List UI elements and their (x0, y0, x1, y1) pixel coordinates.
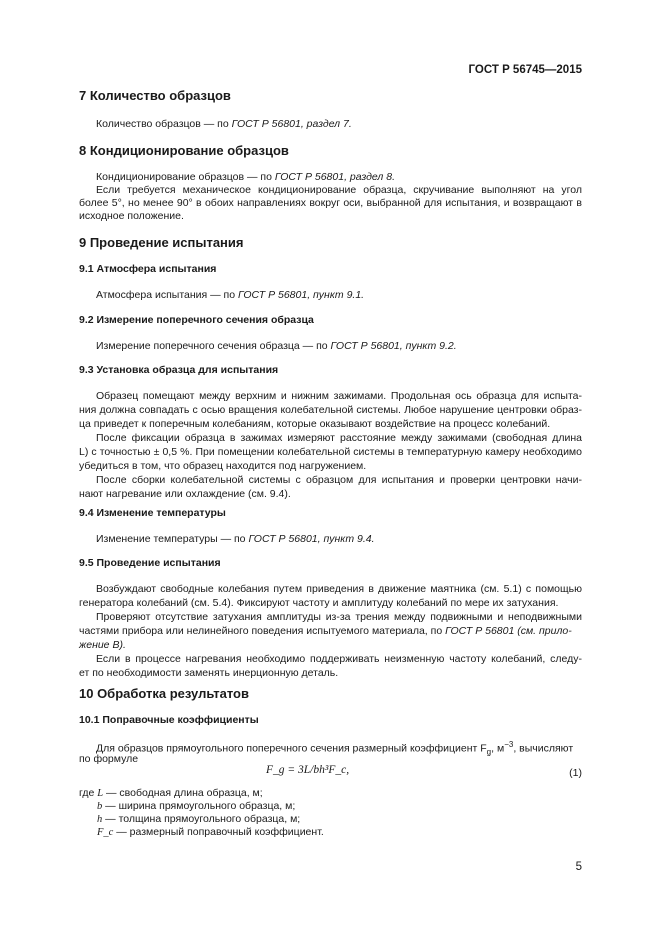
section-9-3-heading: 9.3 Установка образца для испытания (79, 364, 279, 376)
section-9-3-line: L) с точностью ± 0,5 %. При помещении колебательной системы в температурную камеру необходимо (79, 446, 582, 458)
section-9-5-line: Если в процессе нагревания необходимо поддерживать неизменную частоту колебаний, следу- (96, 653, 582, 665)
section-10-1-intro-2: по формуле (79, 753, 139, 765)
section-9-2-heading: 9.2 Измерение поперечного сечения образца (79, 314, 314, 326)
formula-number: (1) (569, 767, 582, 779)
section-9-5-line: ет по необходимости заменять инерционную деталь. (79, 667, 339, 679)
section-9-3-line: После сборки колебательной системы с образцом для испытания и проверки центровки начи- (96, 474, 582, 486)
section-9-5-line: жение В). (79, 639, 126, 651)
section-9-3-line: ния должна совпадать с осью вращения колебательной системы. Любое нарушение центровки образ- (79, 404, 582, 416)
where-item: F_c — размерный поправочный коэффициент. (97, 826, 324, 838)
section-8-line-2: Если требуется механическое кондиционирование образца, скручивание выполняют на угол (96, 184, 582, 196)
where-item: h — толщина прямоугольного образца, м; (97, 813, 301, 825)
section-9-heading: 9 Проведение испытания (79, 235, 244, 250)
section-7-heading: 7 Количество образцов (79, 88, 231, 103)
section-8-line-1: Кондиционирование образцов — по ГОСТ Р 56801, раздел 8. (96, 171, 396, 183)
section-8-heading: 8 Кондиционирование образцов (79, 143, 289, 158)
section-9-3-line: После фиксации образца в зажимах измеряют расстояние между зажимами (свободная длина (96, 432, 582, 444)
section-9-1-heading: 9.1 Атмосфера испытания (79, 263, 217, 275)
page-number: 5 (575, 861, 582, 873)
section-9-4-text: Изменение температуры — по ГОСТ Р 56801, пункт 9.4. (96, 533, 375, 545)
section-8-line-3: более 5°, но менее 90° в обоих направлениях вокруг оси, выбранной для испытания, и возвращают в (79, 197, 582, 209)
section-9-3-line: ца приведет к поперечным колебаниям, которые оказывают воздействие на процесс колебаний. (79, 418, 551, 430)
section-9-5-line: генератора колебаний (см. 5.4). Фиксируют частоту и амплитуду колебаний по мере их затухания. (79, 597, 559, 609)
formula-1: F_g = 3L/bh³F_c, (266, 764, 350, 776)
where-item: где L — свободная длина образца, м; (79, 787, 263, 799)
section-7-text: Количество образцов — по ГОСТ Р 56801, раздел 7. (96, 118, 352, 130)
section-9-4-heading: 9.4 Изменение температуры (79, 507, 226, 519)
section-9-3-line: Образец помещают между верхним и нижним зажимами. Продольная ось образца для испыта- (96, 390, 582, 402)
section-9-1-text: Атмосфера испытания — по ГОСТ Р 56801, пункт 9.1. (96, 289, 365, 301)
section-10-1-heading: 10.1 Поправочные коэффициенты (79, 714, 259, 726)
section-9-3-line: убедиться в том, что образец находится под нагружением. (79, 460, 367, 472)
section-9-5-line: частями прибора или нелинейного поведения испытуемого материала, по ГОСТ Р 56801 (см. прило- (79, 625, 572, 637)
section-10-1-intro: Для образцов прямоугольного поперечного сечения размерный коэффициент $F_g$, $м^{-3}$, вычисляют (96, 740, 574, 757)
section-9-2-text: Измерение поперечного сечения образца — по ГОСТ Р 56801, пункт 9.2. (96, 340, 457, 352)
section-9-5-line: Возбуждают свободные колебания путем приведения в движение маятника (см. 5.1) с помощью (96, 583, 582, 595)
section-10-heading: 10 Обработка результатов (79, 686, 249, 701)
section-9-5-heading: 9.5 Проведение испытания (79, 557, 221, 569)
section-9-5-line: Проверяют отсутствие затухания амплитуды из-за трения между подвижными и неподвижными (96, 611, 582, 623)
standard-number: ГОСТ Р 56745—2015 (468, 64, 582, 76)
section-9-3-line: нают нагревание или охлаждение (см. 9.4). (79, 488, 291, 500)
section-8-line-4: исходное положение. (79, 210, 184, 222)
where-item: b — ширина прямоугольного образца, м; (97, 800, 296, 812)
